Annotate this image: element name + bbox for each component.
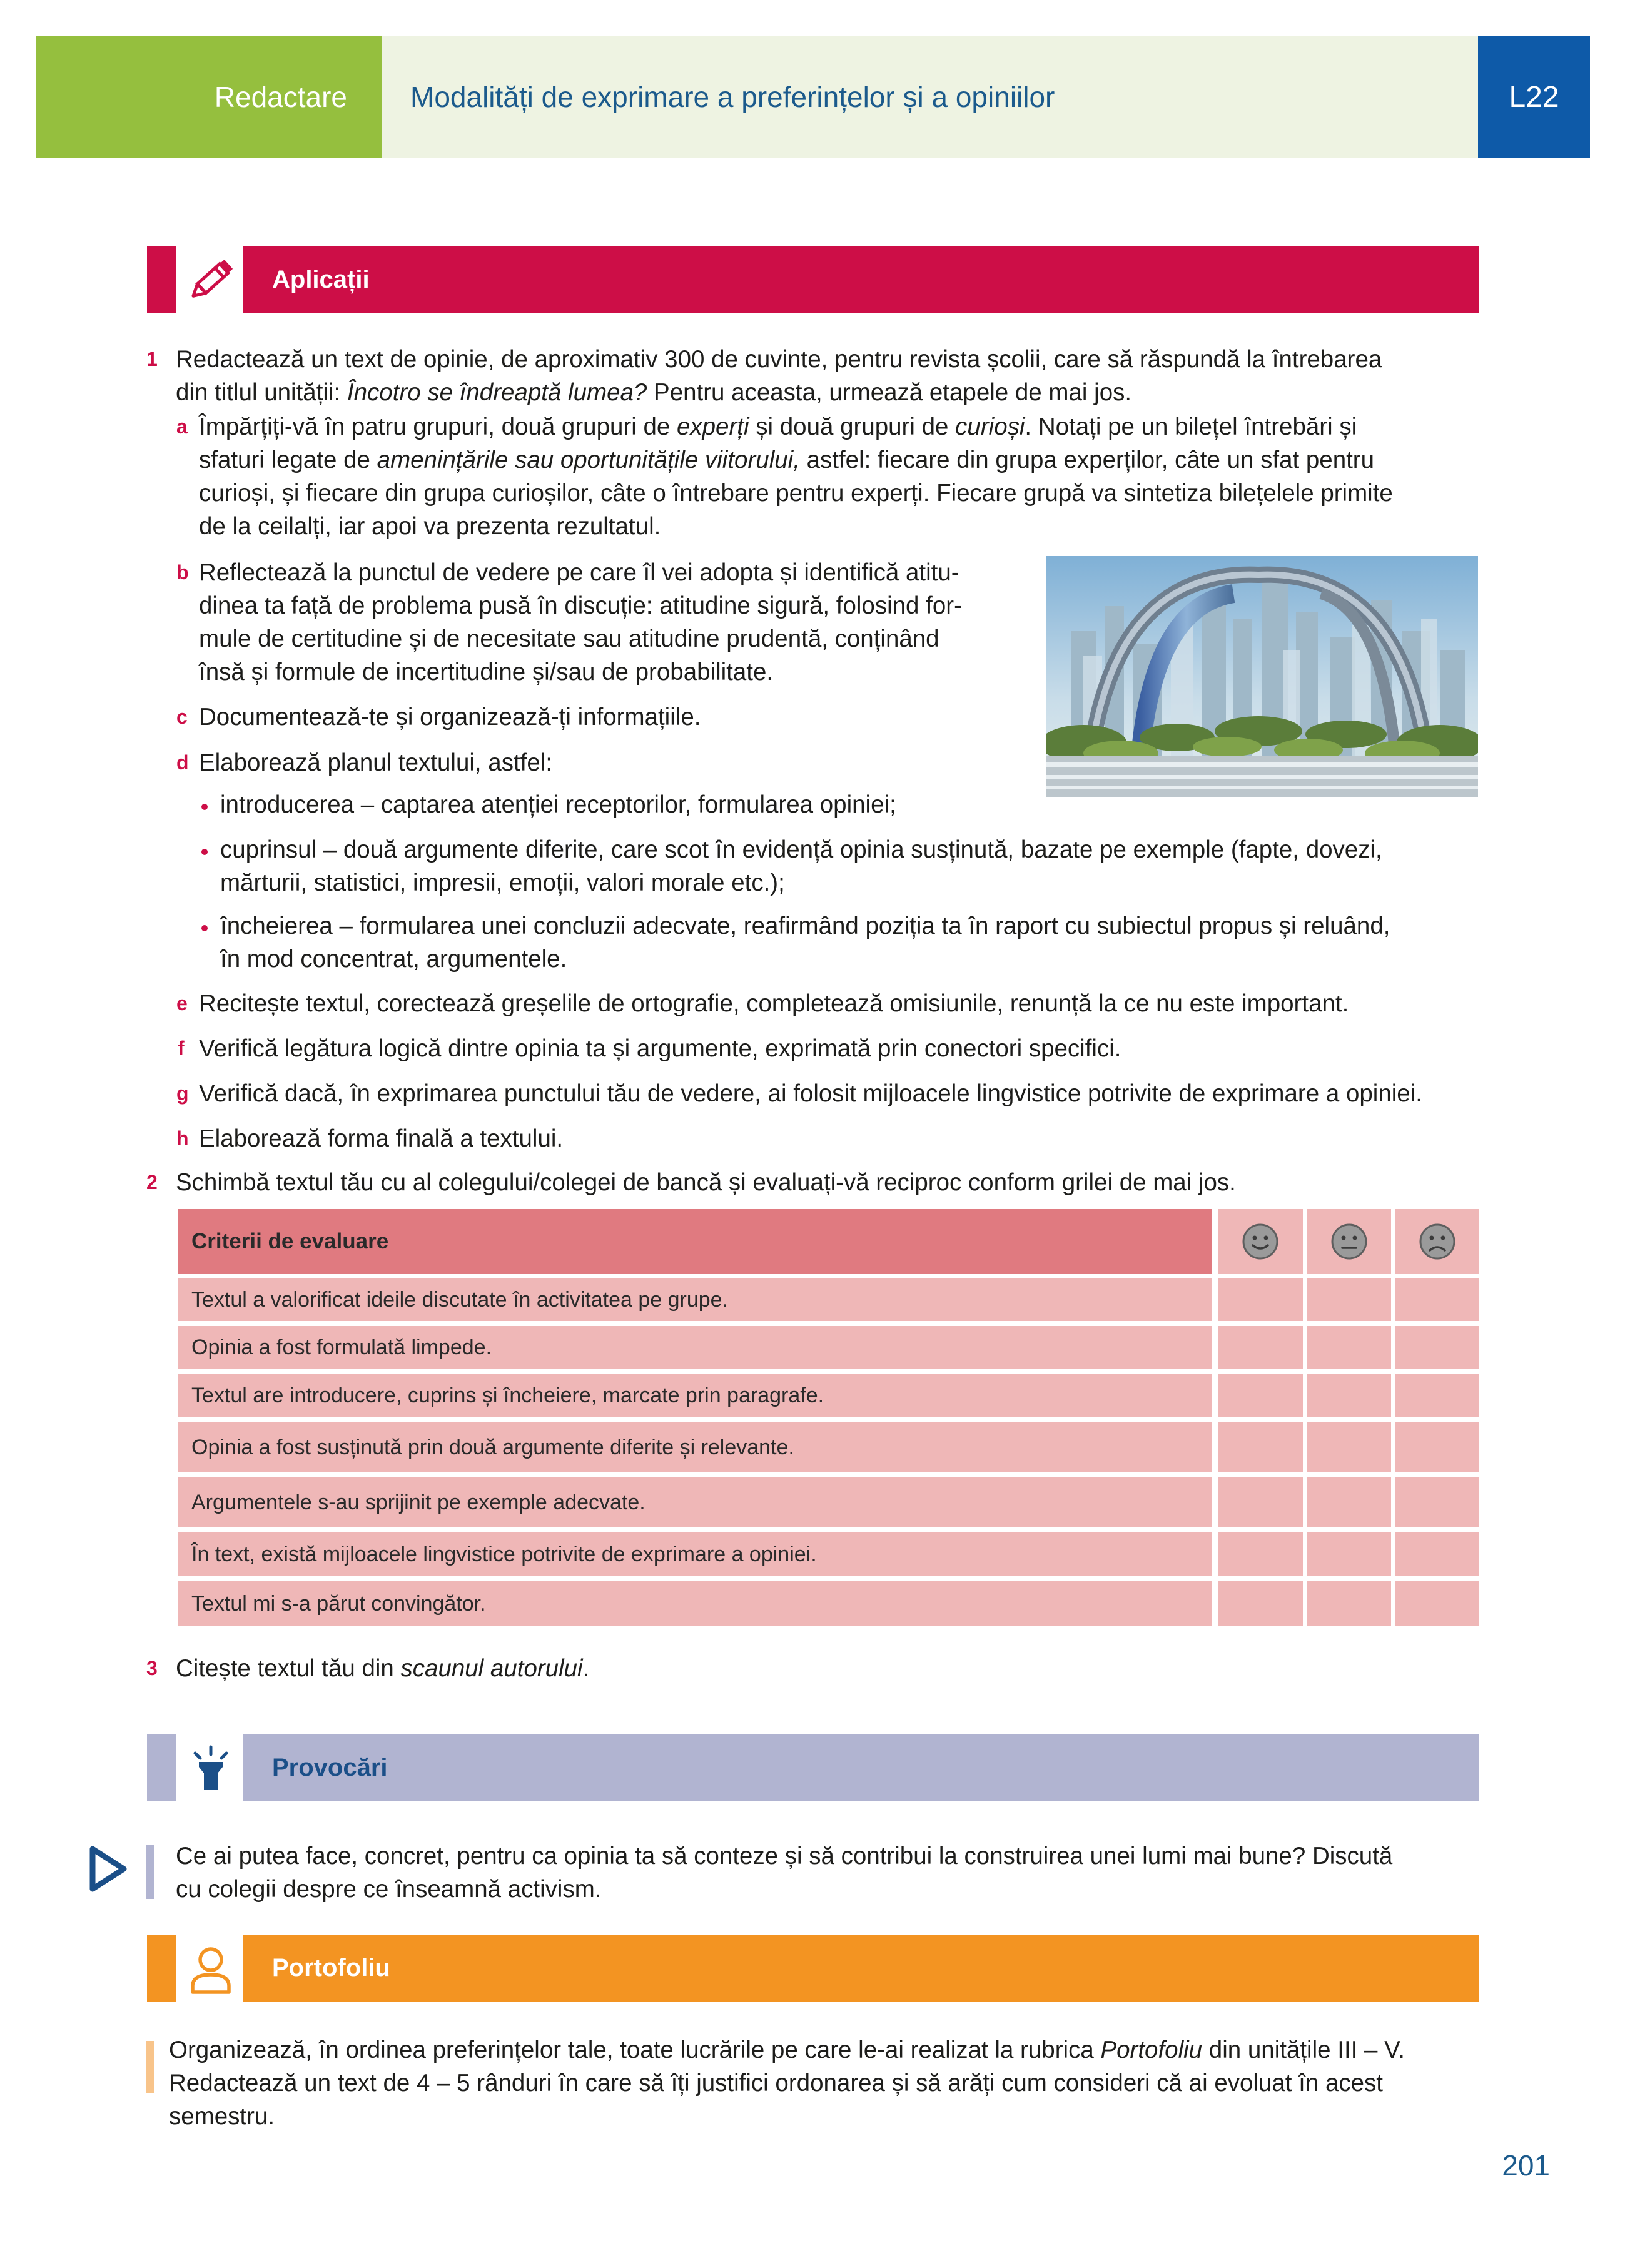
lesson-badge-text: L22 [1509, 81, 1559, 114]
item2-text: Schimbă textul tău cu al colegului/colegei de bancă și evaluați-vă reciproc conform grilei de mai jos. [176, 1169, 1236, 1196]
portofoliu-section-header [147, 1935, 1479, 2002]
rating-cell-neutral[interactable] [1307, 1532, 1391, 1576]
criterion-text: În text, există mijloacele lingvistice potrivite de exprimare a opiniei. [191, 1542, 817, 1566]
criterion-text: Opinia a fost susținută prin două argumente diferite și relevante. [191, 1435, 794, 1459]
item3-text: Citește textul tău din scaunul autorului. [176, 1655, 590, 1682]
rating-cell-happy[interactable] [1218, 1326, 1303, 1369]
rating-cell-neutral[interactable] [1307, 1278, 1391, 1321]
step-letter: f [178, 1037, 185, 1060]
bullet-dot [201, 804, 208, 810]
item-number: 3 [146, 1657, 158, 1679]
rating-cell-happy[interactable] [1218, 1374, 1303, 1417]
happy-face-column-header [1218, 1209, 1303, 1274]
rating-cell-sad[interactable] [1395, 1477, 1479, 1527]
provocari-section-header [147, 1734, 1479, 1801]
rating-cell-happy[interactable] [1218, 1278, 1303, 1321]
step-letter: h [176, 1127, 189, 1150]
step-b-line2: dinea ta față de problema pusă în discuție: atitudine sigură, folosind for- [199, 592, 962, 619]
lesson-badge [1478, 36, 1590, 158]
portofoliu-quote-bar [146, 2041, 154, 2093]
provocari-title: Provocări [272, 1754, 388, 1781]
step-e-text: Recitește textul, corectează greșelile de ortografie, completează omisiunile, renunță la ce nu este important. [199, 990, 1349, 1017]
provocari-stripe [147, 1734, 176, 1801]
bullet-incheierea-line2: în mod concentrat, argumentele. [220, 946, 567, 973]
page-number: 201 [1502, 2149, 1550, 2182]
rating-cell-sad[interactable] [1395, 1532, 1479, 1576]
step-g-text: Verifică dacă, în exprimarea punctului tău de vedere, ai folosit mijloacele lingvistice potrivite de exprimare a opiniei. [199, 1080, 1422, 1107]
sad-face-icon [1419, 1223, 1456, 1260]
aplicatii-fill [243, 246, 1479, 313]
provocari-line1: Ce ai putea face, concret, pentru ca opinia ta să conteze și să contribui la construirea unei lumi mai bune? Discută [176, 1843, 1393, 1870]
pencil-icon [176, 246, 243, 313]
portofoliu-line2: Redactează un text de 4 – 5 rânduri în care să îți justifici ordonarea și să arăți cum consideri că ai evoluat în acest [169, 2070, 1383, 2097]
step-b-line4: însă și formule de incertitudine și/sau de probabilitate. [199, 659, 774, 686]
step-a-line1: Împărțiți-vă în patru grupuri, două grupuri de experți și două grupuri de curioși. Notați pe un bilețel întrebări și [199, 413, 1357, 440]
aplicatii-stripe [147, 246, 176, 313]
rating-cell-sad[interactable] [1395, 1374, 1479, 1417]
step-letter: e [176, 992, 188, 1015]
rating-cell-sad[interactable] [1395, 1326, 1479, 1369]
lightbulb-icon [176, 1734, 243, 1801]
rating-cell-happy[interactable] [1218, 1532, 1303, 1576]
happy-face-icon [1242, 1223, 1279, 1260]
rating-cell-happy[interactable] [1218, 1422, 1303, 1472]
rating-cell-neutral[interactable] [1307, 1477, 1391, 1527]
bullet-dot [201, 849, 208, 855]
rating-cell-neutral[interactable] [1307, 1581, 1391, 1626]
bullet-incheierea-line1: încheierea – formularea unei concluzii adecvate, reafirmând poziția ta în raport cu subiectul propus și reluând, [220, 913, 1390, 939]
step-b-line3: mule de certitudine și de necesitate sau atitudine prudentă, conținând [199, 625, 939, 652]
item-number: 1 [146, 348, 158, 370]
portofoliu-stripe [147, 1935, 176, 2002]
portofoliu-line1: Organizează, în ordinea preferințelor tale, toate lucrările pe care le-ai realizat la rubrica Portofoliu din unitățile III – V. [169, 2037, 1405, 2063]
rating-cell-happy[interactable] [1218, 1581, 1303, 1626]
bullet-cuprinsul-line1: cuprinsul – două argumente diferite, care scot în evidență opinia susținută, bazate pe exemple (fapte, dovezi, [220, 836, 1382, 863]
step-a-line2: sfaturi legate de amenințările sau oportunitățile viitorului, astfel: fiecare din grupa experților, câte un sfat pentru [199, 447, 1375, 473]
play-arrow-icon [89, 1845, 129, 1893]
provocari-line2: cu colegii despre ce înseamnă activism. [176, 1876, 602, 1903]
item1-line2: din titlul unității: Încotro se îndreaptă lumea? Pentru aceasta, urmează etapele de mai jos. [176, 379, 1132, 406]
rating-cell-neutral[interactable] [1307, 1422, 1391, 1472]
step-letter: a [176, 415, 188, 438]
bullet-cuprinsul-line2: mărturii, statistici, impresii, emoții, valori morale etc.); [220, 869, 785, 896]
rating-cell-sad[interactable] [1395, 1278, 1479, 1321]
rating-cell-sad[interactable] [1395, 1581, 1479, 1626]
item-number: 2 [146, 1171, 158, 1193]
futuristic-city-illustration [1046, 556, 1478, 797]
person-icon [176, 1935, 243, 2002]
step-letter: b [176, 561, 189, 584]
step-c-text: Documentează-te și organizează-ți informațiile. [199, 704, 701, 731]
provocari-quote-bar [146, 1845, 154, 1899]
bullet-dot [201, 925, 208, 931]
step-letter: g [176, 1082, 189, 1105]
portofoliu-line3: semestru. [169, 2103, 275, 2130]
aplicatii-section-header [147, 246, 1479, 313]
criterion-text: Textul are introducere, cuprins și încheiere, marcate prin paragrafe. [191, 1384, 824, 1407]
aplicatii-title: Aplicații [272, 266, 370, 293]
header-title [382, 36, 1478, 158]
bullet-introducere: introducerea – captarea atenției receptorilor, formularea opiniei; [220, 791, 896, 818]
neutral-face-icon [1330, 1223, 1368, 1260]
rating-cell-happy[interactable] [1218, 1477, 1303, 1527]
criterion-text: Argumentele s-au sprijinit pe exemple adecvate. [191, 1491, 645, 1514]
step-b-line1: Reflectează la punctul de vedere pe care îl vei adopta și identifică atitu- [199, 559, 959, 586]
step-f-text: Verifică legătura logică dintre opinia ta și argumente, exprimată prin conectori specifici. [199, 1035, 1121, 1062]
rating-cell-sad[interactable] [1395, 1422, 1479, 1472]
header-section-label [36, 36, 382, 158]
portofoliu-title: Portofoliu [272, 1954, 390, 1982]
step-letter: c [176, 706, 188, 728]
header-section-text: Redactare [214, 81, 347, 113]
provocari-fill [243, 1734, 1479, 1801]
step-d-text: Elaborează planul textului, astfel: [199, 749, 553, 776]
step-a-line3: curioși, și fiecare din grupa curioșilor, câte o întrebare pentru experți. Fiecare grupă va sintetiza bilețelele primite [199, 480, 1393, 507]
step-a-line4: de la ceilalți, iar apoi va prezenta rezultatul. [199, 513, 661, 540]
step-h-text: Elaborează forma finală a textului. [199, 1125, 564, 1152]
criteria-header-cell [178, 1209, 1212, 1274]
neutral-face-column-header [1307, 1209, 1391, 1274]
criteria-header-text: Criterii de evaluare [191, 1229, 389, 1253]
header-title-text: Modalități de exprimare a preferințelor și a opiniilor [410, 81, 1055, 113]
criterion-text: Textul a valorificat ideile discutate în activitatea pe grupe. [191, 1288, 729, 1312]
step-letter: d [176, 751, 189, 774]
item1-line1: Redactează un text de opinie, de aproximativ 300 de cuvinte, pentru revista școlii, care să răspundă la întrebarea [176, 346, 1382, 373]
portofoliu-fill [243, 1935, 1479, 2002]
sad-face-column-header [1395, 1209, 1479, 1274]
rating-cell-neutral[interactable] [1307, 1326, 1391, 1369]
criterion-text: Textul mi s-a părut convingător. [191, 1592, 486, 1616]
rating-cell-neutral[interactable] [1307, 1374, 1391, 1417]
criterion-text: Opinia a fost formulată limpede. [191, 1335, 492, 1359]
